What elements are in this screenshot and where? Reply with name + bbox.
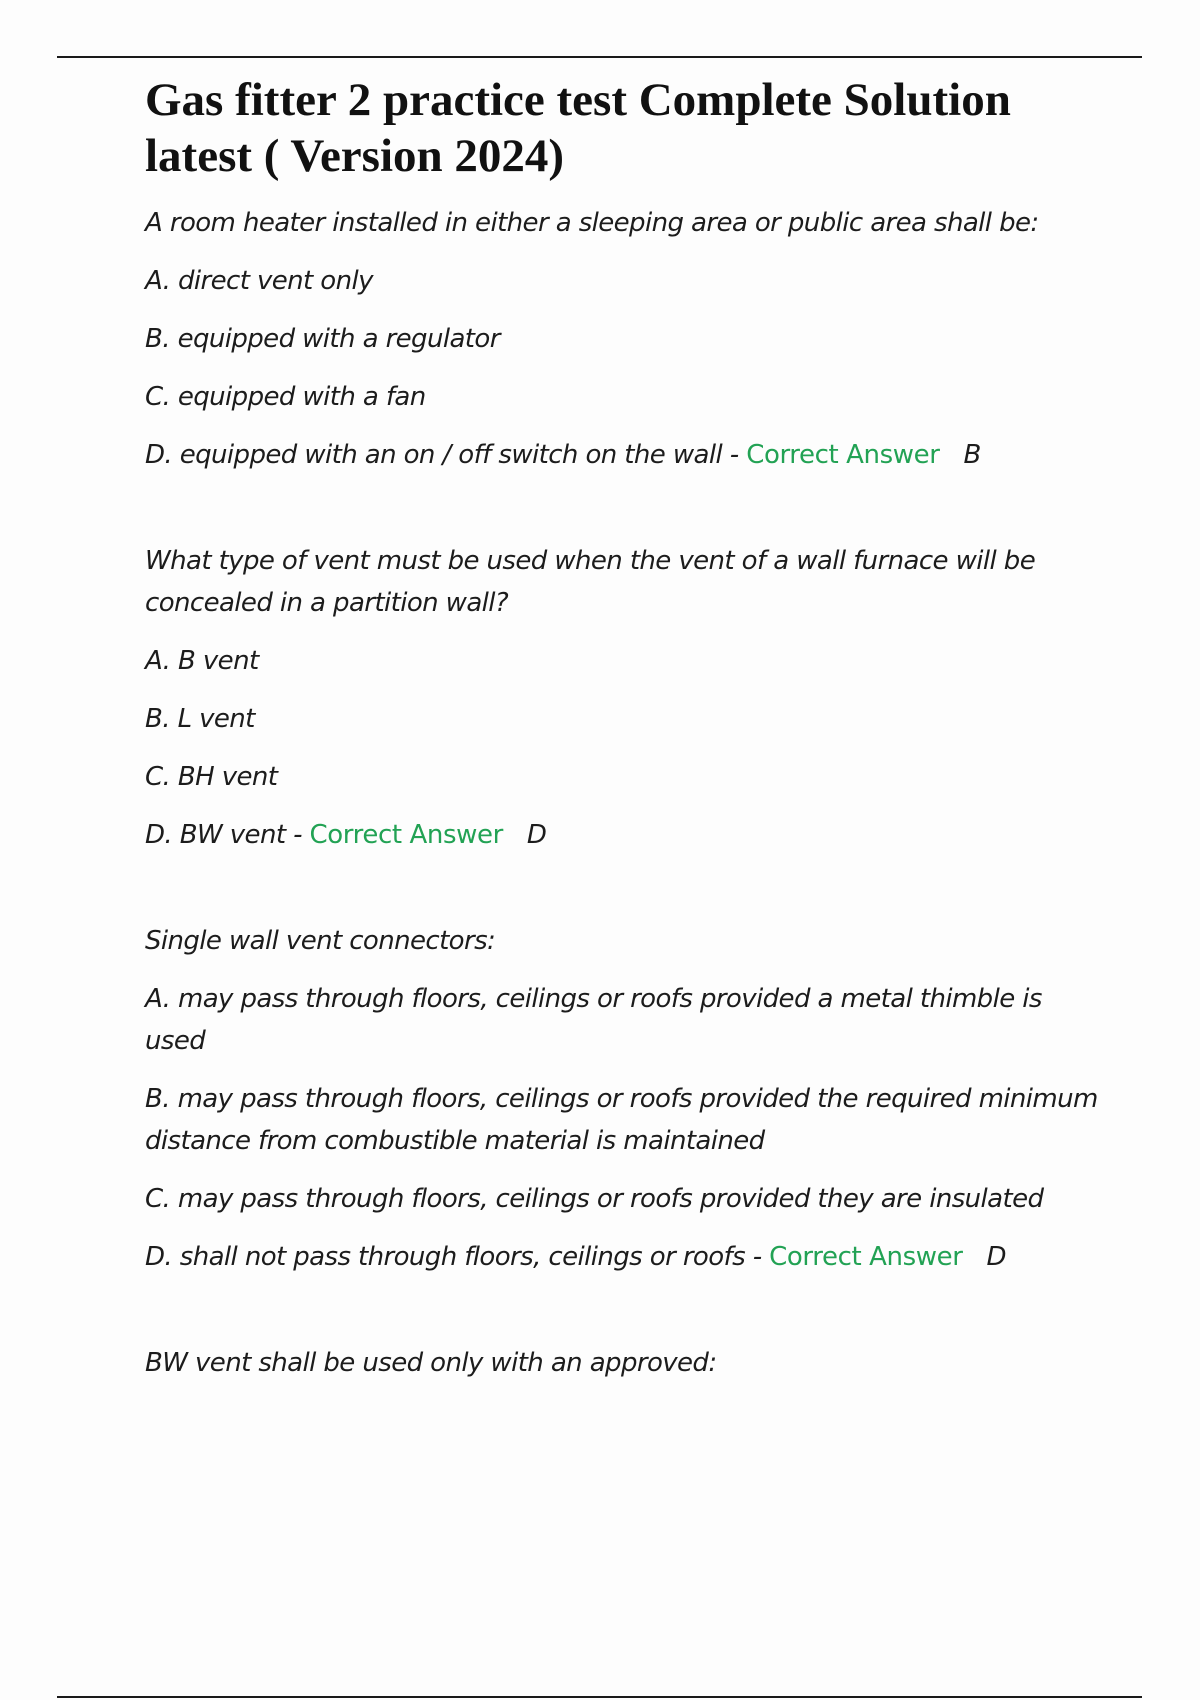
answer-option: B. L vent bbox=[145, 704, 255, 734]
answer-option: B. may pass through floors, ceilings or roofs provided the required minimum distance from combustible material is maintained bbox=[145, 1084, 1098, 1156]
document-title: Gas fitter 2 practice test Complete Solution latest ( Version 2024) bbox=[145, 74, 1011, 182]
correct-answer-letter: D bbox=[526, 820, 547, 850]
answer-option-final bbox=[145, 814, 1105, 856]
answer-option: A. B vent bbox=[145, 646, 259, 676]
answer-option: C. BH vent bbox=[145, 762, 278, 792]
correct-answer-label: Correct Answer bbox=[309, 820, 503, 850]
question-prompt: BW vent shall be used only with an approved: bbox=[145, 1348, 717, 1378]
answer-option-text: D. shall not pass through floors, ceilings or roofs - bbox=[145, 1242, 762, 1272]
answer-option-final bbox=[145, 434, 1105, 476]
correct-answer-letter: B bbox=[963, 440, 981, 470]
question-prompt: Single wall vent connectors: bbox=[145, 926, 496, 956]
answer-option: A. may pass through floors, ceilings or roofs provided a metal thimble is used bbox=[145, 984, 1042, 1056]
answer-option: B. equipped with a regulator bbox=[145, 324, 500, 354]
correct-answer-label: Correct Answer bbox=[769, 1242, 963, 1272]
answer-option-final bbox=[145, 1236, 1105, 1278]
top-rule bbox=[57, 56, 1142, 58]
question-block bbox=[145, 1342, 1105, 1384]
bottom-rule bbox=[57, 1696, 1142, 1698]
answer-option-text: D. equipped with an on / off switch on the wall - bbox=[145, 440, 739, 470]
question-prompt: A room heater installed in either a sleeping area or public area shall be: bbox=[145, 208, 1039, 238]
answer-option: C. may pass through floors, ceilings or roofs provided they are insulated bbox=[145, 1184, 1044, 1214]
question-block bbox=[145, 920, 1105, 1278]
document-body bbox=[145, 72, 1105, 1448]
answer-option-text: D. BW vent - bbox=[145, 820, 302, 850]
correct-answer-letter: D bbox=[986, 1242, 1006, 1272]
answer-option: A. direct vent only bbox=[145, 266, 373, 296]
question-prompt: What type of vent must be used when the vent of a wall furnace will be concealed in a partition wall? bbox=[145, 546, 1036, 618]
answer-option: C. equipped with a fan bbox=[145, 382, 426, 412]
question-block bbox=[145, 202, 1105, 476]
correct-answer-label: Correct Answer bbox=[746, 440, 940, 470]
question-block bbox=[145, 540, 1105, 856]
